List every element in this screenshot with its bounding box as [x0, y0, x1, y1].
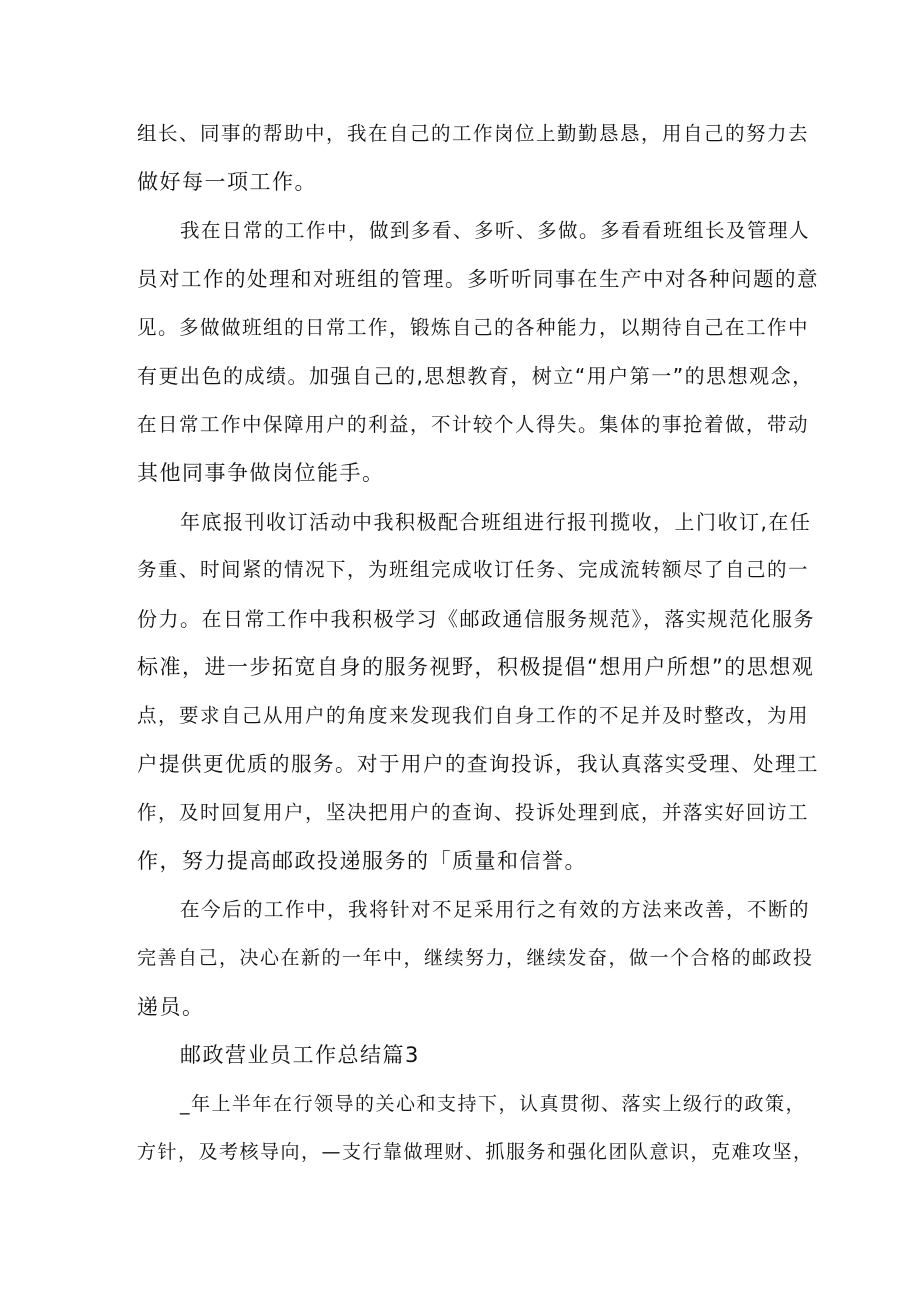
text-line: 在日常工作中保障用户的利益，不计较个人得失。集体的事抢着做，带动	[137, 413, 810, 436]
text-line: 点，要求自己从用户的角度来发现我们自身工作的不足并及时整改，为用	[137, 704, 810, 727]
text-line: 作，及时回复用户，坚决把用户的查询、投诉处理到底，并落实好回访工	[137, 801, 810, 824]
section-heading: 邮政营业员工作总结篇3	[180, 1043, 420, 1067]
text-line: 组长、同事的帮助中，我在自己的工作岗位上勤勤恳恳，用自己的努力去	[137, 122, 810, 145]
paragraph-first-line: _年上半年在行领导的关心和支持下，认真贯彻、落实上级行的政策，	[180, 1093, 807, 1115]
text-line: 员对工作的处理和对班组的管理。多听听同事在生产中对各种问题的意	[137, 267, 819, 291]
text-line: 标准，进一步拓宽自身的服务视野，积极提倡“想用户所想”的思想观	[137, 655, 815, 679]
paragraph-first-line: 年底报刊收订活动中我积极配合班组进行报刊揽收，上门收订,在任	[180, 510, 812, 534]
text-line: 做好每一项工作。	[137, 170, 317, 194]
text-line: 递员。	[137, 995, 205, 1019]
text-line: 有更出色的成绩。加强自己的,思想教育，树立“用户第一”的思想观念，	[137, 364, 814, 388]
text-line: 完善自己，决心在新的一年中，继续努力，继续发奋，做一个合格的邮政投	[137, 947, 814, 969]
text-line: 户提供更优质的服务。对于用户的查询投诉，我认真落实受理、处理工	[137, 752, 819, 776]
text-line: 见。多做做班组的日常工作，锻炼自己的各种能力，以期待自己在工作中	[137, 316, 810, 339]
text-line: 作，努力提高邮政投递服务的「质量和信誉。	[137, 849, 587, 873]
text-line: 其他同事争做岗位能手。	[137, 461, 385, 485]
text-line: 方针，及考核导向，—支行靠做理财、抓服务和强化团队意识，克难攻坚，	[137, 1141, 814, 1163]
paragraph-first-line: 在今后的工作中，我将针对不足采用行之有效的方法来改善，不断的	[180, 898, 811, 921]
paragraph-first-line: 我在日常的工作中，做到多看、多听、多做。多看看班组长及管理人	[180, 219, 811, 242]
text-line: 份力。在日常工作中我积极学习《邮政通信服务规范》，落实规范化服务	[137, 607, 815, 631]
text-line: 务重、时间紧的情况下，为班组完成收订任务、完成流转额尽了自己的一	[137, 558, 810, 581]
